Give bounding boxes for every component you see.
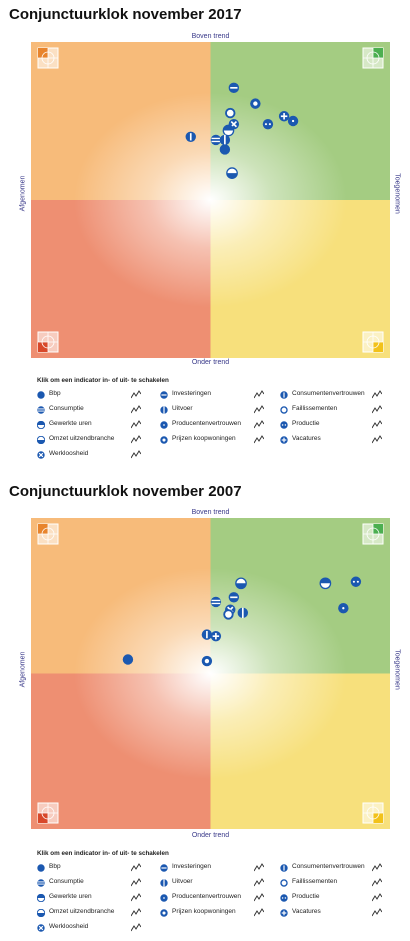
quadrant-clock-icon (363, 48, 383, 68)
trend-graph-icon[interactable] (372, 908, 382, 917)
legend-label: Faillissementen (292, 405, 338, 412)
quadrant-clock-icon (363, 524, 383, 544)
legend-item-gewerkte-uren[interactable] (37, 892, 157, 904)
trend-graph-icon[interactable] (372, 405, 382, 414)
legend-item-investeringen[interactable] (160, 389, 280, 401)
legend-item-gewerkte-uren[interactable] (37, 419, 157, 431)
indicator-point-investeringen[interactable] (229, 592, 239, 602)
indicator-point-consumptie[interactable] (211, 135, 221, 145)
business-cycle-clock (31, 42, 390, 358)
indicator-point-gewerkte-uren[interactable] (320, 578, 330, 588)
trend-graph-icon[interactable] (372, 893, 382, 902)
legend-item-consumentenvertrouwen[interactable] (280, 389, 400, 401)
legend-label: Investeringen (172, 863, 212, 870)
indicator-symbol-icon (37, 864, 45, 872)
legend-heading: Klik om een indicator in- of uit- te schakelen (37, 377, 169, 384)
legend-item-bbp[interactable] (37, 862, 157, 874)
legend-item-omzet-uitzendbranche[interactable] (37, 434, 157, 446)
legend-item-faillissementen[interactable] (280, 877, 400, 889)
legend-label: Omzet uitzendbranche (49, 908, 115, 915)
indicator-symbol-icon (280, 909, 288, 917)
legend-label: Consumptie (49, 878, 84, 885)
legend-item-producentenvertrouwen[interactable] (160, 892, 280, 904)
indicator-symbol-icon (160, 391, 168, 399)
indicator-symbol-icon (37, 924, 45, 932)
trend-graph-icon[interactable] (254, 908, 264, 917)
axis-label-right: Toegenomen (393, 649, 401, 690)
indicator-point-productie[interactable] (351, 577, 361, 587)
legend-item-werkloosheid[interactable] (37, 922, 157, 934)
indicator-point-vacatures[interactable] (211, 631, 221, 641)
indicator-symbol-icon (280, 894, 288, 902)
indicator-symbol-icon (37, 451, 45, 459)
legend-label: Prijzen koopwoningen (172, 908, 236, 915)
legend-item-vacatures[interactable] (280, 434, 400, 446)
axis-label-bottom: Onder trend (191, 359, 230, 366)
legend-item-consumptie[interactable] (37, 877, 157, 889)
legend-label: Vacatures (292, 435, 321, 442)
indicator-point-consumentenvertrouwen[interactable] (202, 629, 212, 639)
axis-label-left: Afgenomen (19, 651, 27, 688)
indicator-symbol-icon (280, 864, 288, 872)
clock-panel-2007 (0, 470, 410, 941)
legend-item-prijzen-koopwoningen[interactable] (160, 434, 280, 446)
trend-graph-icon[interactable] (131, 893, 141, 902)
legend-item-investeringen[interactable] (160, 862, 280, 874)
legend-label: Investeringen (172, 390, 212, 397)
trend-graph-icon[interactable] (131, 435, 141, 444)
trend-graph-icon[interactable] (372, 878, 382, 887)
legend-item-vacatures[interactable] (280, 907, 400, 919)
legend-label: Uitvoer (172, 405, 193, 412)
quadrant-clock-icon (363, 803, 383, 823)
indicator-point-prijzen-koopwoningen[interactable] (202, 656, 212, 666)
legend-item-uitvoer[interactable] (160, 404, 280, 416)
legend-label: Werkloosheid (49, 923, 89, 930)
legend-label: Prijzen koopwoningen (172, 435, 236, 442)
axis-label-top: Boven trend (191, 33, 230, 40)
trend-graph-icon[interactable] (254, 435, 264, 444)
trend-graph-icon[interactable] (131, 863, 141, 872)
quadrant-clock-icon (38, 48, 58, 68)
legend-item-uitvoer[interactable] (160, 877, 280, 889)
indicator-symbol-icon (160, 864, 168, 872)
legend-label: Productie (292, 420, 320, 427)
trend-graph-icon[interactable] (131, 908, 141, 917)
axis-label-top: Boven trend (191, 509, 230, 516)
indicator-symbol-icon (160, 909, 168, 917)
trend-graph-icon[interactable] (131, 420, 141, 429)
indicator-symbol-icon (280, 436, 288, 444)
trend-graph-icon[interactable] (372, 863, 382, 872)
indicator-point-omzet-uitzendbranche[interactable] (227, 168, 237, 178)
indicator-symbol-icon (280, 879, 288, 887)
indicator-symbol-icon (280, 406, 288, 414)
indicator-point-producentenvertrouwen[interactable] (288, 116, 298, 126)
legend-item-prijzen-koopwoningen[interactable] (160, 907, 280, 919)
legend-label: Consumentenvertrouwen (292, 863, 365, 870)
clock-panel-2017 (0, 0, 410, 470)
trend-graph-icon[interactable] (372, 420, 382, 429)
legend-label: Gewerkte uren (49, 420, 92, 427)
legend-item-faillissementen[interactable] (280, 404, 400, 416)
trend-graph-icon[interactable] (254, 893, 264, 902)
indicator-legend (37, 850, 387, 932)
indicator-point-faillissementen[interactable] (224, 610, 233, 619)
indicator-point-uitvoer[interactable] (220, 135, 230, 145)
legend-label: Consumptie (49, 405, 84, 412)
center-glow (74, 568, 347, 779)
indicator-symbol-icon (160, 406, 168, 414)
legend-item-omzet-uitzendbranche[interactable] (37, 907, 157, 919)
indicator-point-bbp[interactable] (220, 144, 230, 154)
legend-label: Uitvoer (172, 878, 193, 885)
center-glow (74, 93, 347, 308)
indicator-symbol-icon (160, 879, 168, 887)
indicator-symbol-icon (37, 421, 45, 429)
indicator-symbol-icon (37, 406, 45, 414)
trend-graph-icon[interactable] (254, 420, 264, 429)
legend-item-producentenvertrouwen[interactable] (160, 419, 280, 431)
legend-item-bbp[interactable] (37, 389, 157, 401)
legend-label: Consumentenvertrouwen (292, 390, 365, 397)
legend-item-werkloosheid[interactable] (37, 449, 157, 461)
indicator-symbol-icon (37, 894, 45, 902)
legend-label: Vacatures (292, 908, 321, 915)
indicator-symbol-icon (160, 894, 168, 902)
indicator-point-omzet-uitzendbranche[interactable] (236, 578, 246, 588)
indicator-symbol-icon (160, 421, 168, 429)
indicator-point-bbp[interactable] (123, 654, 133, 664)
trend-graph-icon[interactable] (131, 390, 141, 399)
indicator-point-consumentenvertrouwen[interactable] (186, 132, 196, 142)
indicator-point-consumptie[interactable] (211, 597, 221, 607)
indicator-symbol-icon (160, 436, 168, 444)
quadrant-clock-icon (363, 332, 383, 352)
indicator-point-vacatures[interactable] (279, 111, 289, 121)
quadrant-clock-icon (38, 803, 58, 823)
indicator-point-investeringen[interactable] (229, 83, 239, 93)
trend-graph-icon[interactable] (372, 390, 382, 399)
trend-graph-icon[interactable] (254, 390, 264, 399)
legend-label: Producentenvertrouwen (172, 420, 242, 427)
legend-label: Bbp (49, 390, 61, 397)
legend-label: Werkloosheid (49, 450, 89, 457)
axis-label-left: Afgenomen (19, 175, 27, 212)
legend-label: Gewerkte uren (49, 893, 92, 900)
trend-graph-icon[interactable] (254, 878, 264, 887)
indicator-symbol-icon (37, 909, 45, 917)
indicator-symbol-icon (37, 391, 45, 399)
legend-heading: Klik om een indicator in- of uit- te schakelen (37, 850, 169, 857)
indicator-point-prijzen-koopwoningen[interactable] (250, 98, 260, 108)
legend-item-productie[interactable] (280, 892, 400, 904)
quadrant-clock-icon (38, 524, 58, 544)
legend-label: Productie (292, 893, 320, 900)
legend-item-consumptie[interactable] (37, 404, 157, 416)
trend-graph-icon[interactable] (131, 923, 141, 932)
legend-label: Omzet uitzendbranche (49, 435, 115, 442)
business-cycle-clock (31, 518, 390, 829)
trend-graph-icon[interactable] (254, 405, 264, 414)
indicator-symbol-icon (280, 391, 288, 399)
axis-label-right: Toegenomen (393, 173, 401, 214)
axis-label-bottom: Onder trend (191, 832, 230, 839)
quadrant-clock-icon (38, 332, 58, 352)
indicator-legend (37, 377, 387, 457)
legend-label: Producentenvertrouwen (172, 893, 242, 900)
legend-item-consumentenvertrouwen[interactable] (280, 862, 400, 874)
trend-graph-icon[interactable] (131, 878, 141, 887)
trend-graph-icon[interactable] (131, 405, 141, 414)
legend-item-productie[interactable] (280, 419, 400, 431)
indicator-symbol-icon (37, 879, 45, 887)
legend-label: Faillissementen (292, 878, 338, 885)
trend-graph-icon[interactable] (131, 450, 141, 459)
indicator-point-uitvoer[interactable] (238, 608, 248, 618)
indicator-point-productie[interactable] (263, 119, 273, 129)
indicator-point-gewerkte-uren[interactable] (223, 125, 233, 135)
indicator-point-producentenvertrouwen[interactable] (338, 603, 348, 613)
trend-graph-icon[interactable] (372, 435, 382, 444)
indicator-symbol-icon (280, 421, 288, 429)
trend-graph-icon[interactable] (254, 863, 264, 872)
panel-title: Conjunctuurklok november 2007 (9, 483, 242, 500)
panel-title: Conjunctuurklok november 2017 (9, 6, 242, 23)
indicator-point-faillissementen[interactable] (226, 109, 235, 118)
indicator-symbol-icon (37, 436, 45, 444)
legend-label: Bbp (49, 863, 61, 870)
